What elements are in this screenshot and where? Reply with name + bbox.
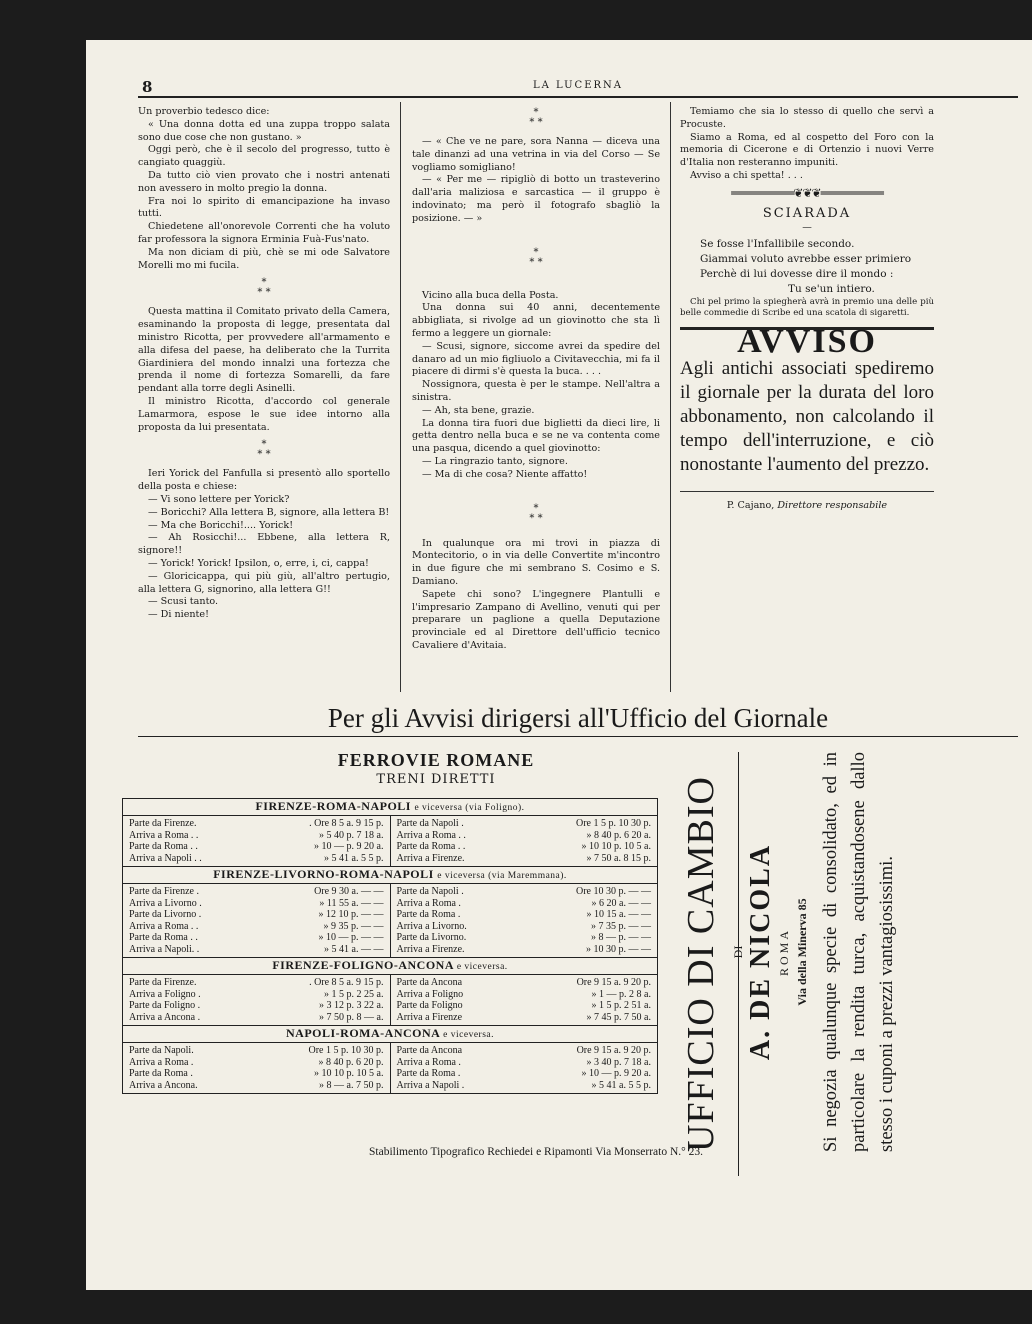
cambio-address: Via della Minerva 85 — [795, 898, 809, 1006]
paragraph: Sapete chi sono? L'ingegnere Plantulli e l'impresario Zampano di Avellino, venuti qui per preparare un paglione a quella Deputazione provinciale ed al Direttore dell'ufficio tecnico Cavaliere d'Avitaia. — [412, 588, 660, 651]
station-cell: Arriva a Ancona. — [129, 1079, 198, 1091]
dialogue-line: — Gloricicappa, qui più giù, all'altro pertugio, alla lettera G, signorino, alla lettera G!! — [138, 570, 390, 595]
table-row — [129, 932, 390, 944]
dialogue-line: — Ma che Boricchi!.... Yorick! — [148, 519, 294, 531]
station-cell: Parte da Firenze. — [129, 977, 197, 988]
table-row — [129, 989, 390, 1001]
table-row — [397, 1045, 658, 1057]
cambio-name: A. DE NICOLA — [745, 843, 776, 1061]
timetable-right — [390, 884, 658, 957]
station-cell: Parte da Roma . . — [396, 841, 466, 852]
station-cell: Parte da Roma . — [396, 909, 461, 920]
station-cell: Parte da Roma . . — [129, 932, 198, 943]
table-row — [129, 830, 390, 842]
time-cell: » 8 — p. — — — [591, 932, 651, 943]
station-cell: Arriva a Ancona . — [129, 1011, 201, 1023]
time-cell: » 7 35 p. — — — [591, 920, 651, 932]
route-suffix: e viceversa (via Maremmana). — [437, 871, 567, 881]
table-row — [397, 1068, 658, 1080]
station-cell: Parte da Livorno . — [129, 909, 202, 920]
paragraph: Vicino alla buca della Posta. — [422, 289, 559, 301]
table-row — [129, 818, 390, 830]
asterism-divider: * * * — [257, 277, 271, 299]
time-cell: » 7 45 p. 7 50 a. — [586, 1011, 651, 1023]
table-row — [129, 1000, 390, 1012]
table-row — [397, 830, 658, 842]
column-1 — [138, 106, 390, 622]
paragraph: Avviso a chi spetta! . . . — [690, 169, 803, 181]
paragraph: Oggi però, che è il secolo del progresso, tutto è cangiato quaggiù. — [138, 144, 390, 169]
route-name: NAPOLI-ROMA-ANCONA — [286, 1026, 440, 1040]
ferrovie-subtitle: TRENI DIRETTI — [376, 772, 496, 787]
station-cell: Arriva a Roma . — [129, 1056, 194, 1068]
time-cell: . Ore 8 5 a. 9 15 p. — [309, 818, 384, 829]
column-divider — [670, 102, 671, 692]
riddle-poem — [700, 237, 934, 297]
table-row — [129, 1045, 390, 1057]
table-row — [129, 886, 390, 898]
station-cell: Parte da Roma . — [396, 1068, 461, 1079]
time-cell: Ore 1 5 p. 10 30 p. — [308, 1045, 384, 1056]
station-cell: Parte da Ancona — [396, 977, 463, 988]
time-cell: » 10 10 p. 10 5 a. — [581, 841, 651, 852]
route-name: FIRENZE-FOLIGNO-ANCONA — [272, 958, 454, 972]
paragraph: La donna tira fuori due biglietti da dieci lire, li getta dentro nella buca e se ne va contenta come una pasqua, dicendo a quel giovinotto: — [412, 417, 660, 455]
time-cell: » 7 50 p. 8 — a. — [319, 1011, 384, 1023]
paragraph: — La ringrazio tanto, signore. — [422, 455, 568, 467]
table-row — [129, 909, 390, 921]
time-cell: » 5 40 p. 7 18 a. — [319, 829, 384, 841]
table-row — [129, 944, 390, 956]
route-heading — [123, 1025, 657, 1043]
cambio-di: DI — [731, 945, 745, 959]
route-suffix: e viceversa. — [456, 962, 508, 972]
cambio-city: ROMA — [777, 928, 791, 977]
poem-line: Se fosse l'Infallibile secondo. — [700, 238, 855, 251]
timetable-left — [123, 816, 390, 866]
dialogue-line: — Scusi tanto. — [148, 596, 219, 608]
table-row — [129, 977, 390, 989]
station-cell: Parte da Napoli . — [396, 818, 464, 829]
asterism-divider: * * * — [529, 502, 543, 524]
station-cell: Arriva a Firenze — [396, 1011, 463, 1023]
station-cell: Arriva a Livorno . — [129, 897, 202, 909]
paragraph: « Una donna dotta ed una zuppa troppo salata sono due cose che non gustano. » — [138, 118, 390, 143]
route-suffix: e viceversa. — [443, 1030, 494, 1040]
time-cell: » 1 5 p. 2 51 a. — [591, 1000, 651, 1011]
prize-notice: Chi pel primo la spiegherà avrà in premio una delle più belle commedie di Scribe ed una scatola di sigaretti. — [680, 297, 934, 319]
signature — [680, 491, 934, 513]
dialogue-line: — Di niente! — [148, 609, 209, 621]
dialogue-line: — Vi sono lettere per Yorick? — [148, 493, 290, 505]
paragraph: — Ma di che cosa? Niente affatto! — [422, 468, 588, 480]
table-row — [129, 898, 390, 910]
time-cell: Ore 1 5 p. 10 30 p. — [576, 818, 651, 829]
station-cell: Parte da Firenze . — [129, 886, 199, 897]
column-3 — [680, 106, 934, 513]
signature-name: P. Cajano, — [726, 499, 775, 511]
train-timetable — [122, 798, 658, 1094]
table-row — [397, 886, 658, 898]
column-2 — [412, 106, 660, 653]
table-row — [397, 1057, 658, 1069]
paragraph: Ieri Yorick del Fanfulla si presentò allo sportello della posta e chiese: — [138, 468, 390, 493]
dialogue-line: — Boricchi? Alla lettera B, signore, alla lettera B! — [148, 506, 390, 518]
header-rule — [138, 96, 1018, 98]
time-cell: » 6 20 a. — — — [591, 897, 651, 909]
station-cell: Arriva a Napoli . — [396, 1079, 465, 1091]
paragraph: — Scusi, signore, siccome avrei da spedire del danaro ad un mio figliuolo a Civitavecchia, mi fa il piacere di dirmi s'è questa la buca. . . . — [412, 340, 660, 378]
station-cell: Parte da Ancona — [396, 1045, 463, 1056]
page-number: 8 — [142, 78, 153, 96]
time-cell: Ore 9 30 a. — — — [314, 886, 384, 897]
dialogue-line: — Ah Rosicchi!... Ebbene, alla lettera R, signore!! — [138, 532, 390, 557]
cambio-title: UFFICIO DI CAMBIO — [680, 776, 722, 1152]
table-row — [397, 921, 658, 933]
page-header — [138, 78, 1018, 96]
table-row — [397, 932, 658, 944]
station-cell: Arriva a Foligno — [396, 988, 464, 1000]
table-row — [397, 898, 658, 910]
station-cell: Parte da Napoli. — [129, 1045, 194, 1056]
table-row — [397, 853, 658, 865]
table-row — [129, 1057, 390, 1069]
paragraph: Questa mattina il Comitato privato della Camera, esaminando la proposta di legge, presentata dal ministro Ricotta, per provvedere all'armamento e alla difesa del paese, ha deliberato che la Turrita Giardiniera del mondo innalzi una fortezza che prenda il nome di fortezza Somarelli, da fare pendant alla torre degli Asinelli. — [138, 306, 390, 395]
avviso-body: Agli antichi associati spediremo il giornale per la durata del loro abbonamento, non calcolando il tempo dell'interruzione, e ciò nonostante l'aumento del prezzo. — [680, 357, 934, 475]
time-cell: » 7 50 a. 8 15 p. — [586, 852, 651, 864]
table-row — [397, 841, 658, 853]
timetable-left — [123, 975, 390, 1025]
paragraph: — « Per me — ripigliò di botto un trasteverino dall'aria maliziosa e sarcastica — il gruppo è indovinato; ma però il fotografo sbagliò la posizione. — » — [412, 174, 660, 224]
asterism-divider: * * * — [257, 439, 271, 461]
table-row — [129, 1068, 390, 1080]
table-row — [129, 921, 390, 933]
time-cell: . Ore 8 5 a. 9 15 p. — [309, 977, 384, 988]
route-heading — [123, 957, 657, 975]
station-cell: Parte da Roma . . — [129, 841, 198, 852]
time-cell: » 1 5 p. 2 25 a. — [324, 988, 384, 1000]
station-cell: Parte da Foligno . — [129, 1000, 201, 1011]
paragraph: — Ah, sta bene, grazie. — [422, 404, 535, 416]
station-cell: Arriva a Roma . . — [129, 920, 199, 932]
table-row — [129, 1080, 390, 1092]
poem-line: Giammai voluto avrebbe esser primiero — [700, 253, 912, 266]
ornamental-divider: ══════════❦❦❦══════════ — [731, 185, 883, 200]
route-suffix: e viceversa (via Foligno). — [414, 803, 525, 813]
time-cell: » 5 41 a. — — — [324, 943, 384, 955]
table-row — [397, 1080, 658, 1092]
paragraph: Da tutto ciò vien provato che i nostri antenati non avessero in molto pregio la donna. — [138, 169, 390, 194]
paragraph: — « Che ve ne pare, sora Nanna — diceva una tale dinanzi ad una vetrina in via del Corso — Se vogliamo somigliano! — [412, 136, 660, 173]
route-heading — [123, 866, 657, 884]
table-row — [129, 853, 390, 865]
avviso-heading: AVVISO — [737, 323, 877, 361]
time-cell: » 10 10 p. 10 5 a. — [314, 1068, 384, 1079]
paragraph: In qualunque ora mi trovi in piazza di Montecitorio, o in via delle Convertite m'incontro in due figure che mi sembrano S. Cosimo e S. Damiano. — [412, 537, 660, 587]
dialogue-line: — Yorick! Yorick! Ipsilon, o, erre, i, ci, cappa! — [148, 557, 369, 569]
timetable-right — [390, 975, 658, 1025]
station-cell: Arriva a Livorno. — [396, 920, 467, 932]
station-cell: Parte da Livorno. — [396, 932, 467, 943]
time-cell: » 5 41 a. 5 5 p. — [324, 852, 384, 864]
station-cell: Arriva a Roma . . — [129, 829, 199, 841]
signature-role: Direttore responsabile — [777, 499, 888, 511]
time-cell: » 8 40 p. 6 20 p. — [318, 1056, 384, 1068]
table-row — [129, 1012, 390, 1024]
paragraph: Siamo a Roma, ed al cospetto del Foro con la memoria di Cicerone e di Ortenzio i nuovi Verre d'Italia non resteranno impuniti. — [680, 131, 934, 169]
table-row — [397, 944, 658, 956]
time-cell: » 10 — p. 9 20 a. — [581, 1068, 651, 1079]
table-row — [129, 841, 390, 853]
station-cell: Arriva a Roma . — [396, 897, 461, 909]
time-cell: Ore 9 15 a. 9 20 p. — [576, 1045, 651, 1056]
paragraph: Nossignora, questa è per le stampe. Nell'altra a sinistra. — [412, 379, 660, 403]
time-cell: » 10 — p. — — — [318, 932, 384, 943]
time-cell: » 10 — p. 9 20 a. — [314, 841, 384, 852]
time-cell: » 3 40 p. 7 18 a. — [586, 1056, 651, 1068]
time-cell: » 8 — a. 7 50 p. — [319, 1079, 384, 1091]
asterism-divider: * * * — [529, 246, 543, 268]
time-cell: » 10 15 a. — — — [586, 909, 651, 920]
time-cell: » 1 — p. 2 8 a. — [591, 988, 651, 1000]
station-cell: Arriva a Firenze. — [396, 852, 465, 864]
station-cell: Parte da Napoli . — [396, 886, 464, 897]
column-divider — [400, 102, 401, 692]
paragraph: Ma non diciam di più, chè se mi ode Salvatore Morelli mo mi fucila. — [138, 246, 390, 271]
route-name: FIRENZE-ROMA-NAPOLI — [255, 799, 411, 813]
time-cell: Ore 10 30 p. — — — [576, 886, 651, 897]
station-cell: Arriva a Foligno . — [129, 988, 201, 1000]
time-cell: » 3 12 p. 3 22 a. — [319, 1000, 384, 1011]
station-cell: Arriva a Roma . — [396, 1056, 461, 1068]
station-cell: Parte da Firenze. — [129, 818, 197, 829]
sciarada-heading: SCIARADA — [762, 205, 852, 221]
route-heading — [123, 799, 657, 816]
paragraph: Chiedetene all'onorevole Correnti che ha voluto far professora la signora Erminia Fuà-Fus'nato. — [138, 221, 390, 245]
time-cell: » 11 55 a. — — — [319, 897, 384, 909]
paragraph: Il ministro Ricotta, d'accordo col generale Lamarmora, espose le sue idee intorno alla proposta da lui presentata. — [138, 395, 390, 433]
time-cell: Ore 9 15 a. 9 20 p. — [576, 977, 651, 988]
station-cell: Arriva a Firenze. — [396, 943, 465, 955]
timetable-right — [390, 816, 658, 866]
time-cell: » 5 41 a. 5 5 p. — [591, 1079, 651, 1091]
paragraph: Fra noi lo spirito di emancipazione ha invaso tutti. — [138, 195, 390, 220]
cambio-advert — [681, 752, 1021, 1152]
table-row — [397, 818, 658, 830]
paragraph: Un proverbio tedesco dice: — [138, 106, 270, 117]
station-cell: Arriva a Roma . . — [396, 829, 466, 841]
masthead-title: LA LUCERNA — [532, 80, 623, 91]
ferrovie-title: FERROVIE ROMANE — [337, 750, 535, 770]
timetable-left — [123, 1043, 390, 1093]
table-row — [397, 989, 658, 1001]
table-row — [397, 977, 658, 989]
printer-imprint: Stabilimento Tipografico Rechiedei e Ripamonti Via Monserrato N.° 23. — [369, 1146, 703, 1158]
station-cell: Arriva a Napoli. . — [129, 943, 200, 955]
paragraph: Una donna sui 40 anni, decentemente abbigliata, si rivolge ad un giovinotto che sta lì fermo a leggere un giornale: — [412, 302, 660, 339]
cambio-body: Si negozia qualunque specie di consolidato, ed in particolare la rendita turca, acquistandosene dallo stesso i cuponi a prezzi vantagiosissimi. — [821, 752, 897, 1152]
time-cell: » 10 30 p. — — — [586, 943, 651, 955]
newspaper-page — [86, 40, 1032, 1290]
table-row — [397, 1000, 658, 1012]
timetable-left — [123, 884, 390, 957]
poem-line: Tu se'un intiero. — [788, 283, 875, 296]
table-row — [397, 1012, 658, 1024]
divider-dash: — — [802, 222, 812, 234]
time-cell: » 12 10 p. — — — [318, 909, 384, 920]
time-cell: » 8 40 p. 6 20 a. — [586, 829, 651, 841]
table-row — [397, 909, 658, 921]
time-cell: » 9 35 p. — — — [323, 920, 384, 932]
route-name: FIRENZE-LIVORNO-ROMA-NAPOLI — [213, 867, 434, 881]
station-cell: Arriva a Napoli . . — [129, 852, 202, 864]
advert-banner: Per gli Avvisi dirigersi all'Ufficio del Giornale — [138, 702, 1018, 737]
asterism-divider: * * * — [529, 107, 543, 128]
paragraph: Temiamo che sia lo stesso di quello che servì a Procuste. — [680, 106, 934, 130]
station-cell: Parte da Roma . — [129, 1068, 193, 1079]
timetable-right — [390, 1043, 658, 1093]
poem-line: Perchè di lui dovesse dire il mondo : — [700, 268, 894, 281]
station-cell: Parte da Foligno — [396, 1000, 463, 1011]
